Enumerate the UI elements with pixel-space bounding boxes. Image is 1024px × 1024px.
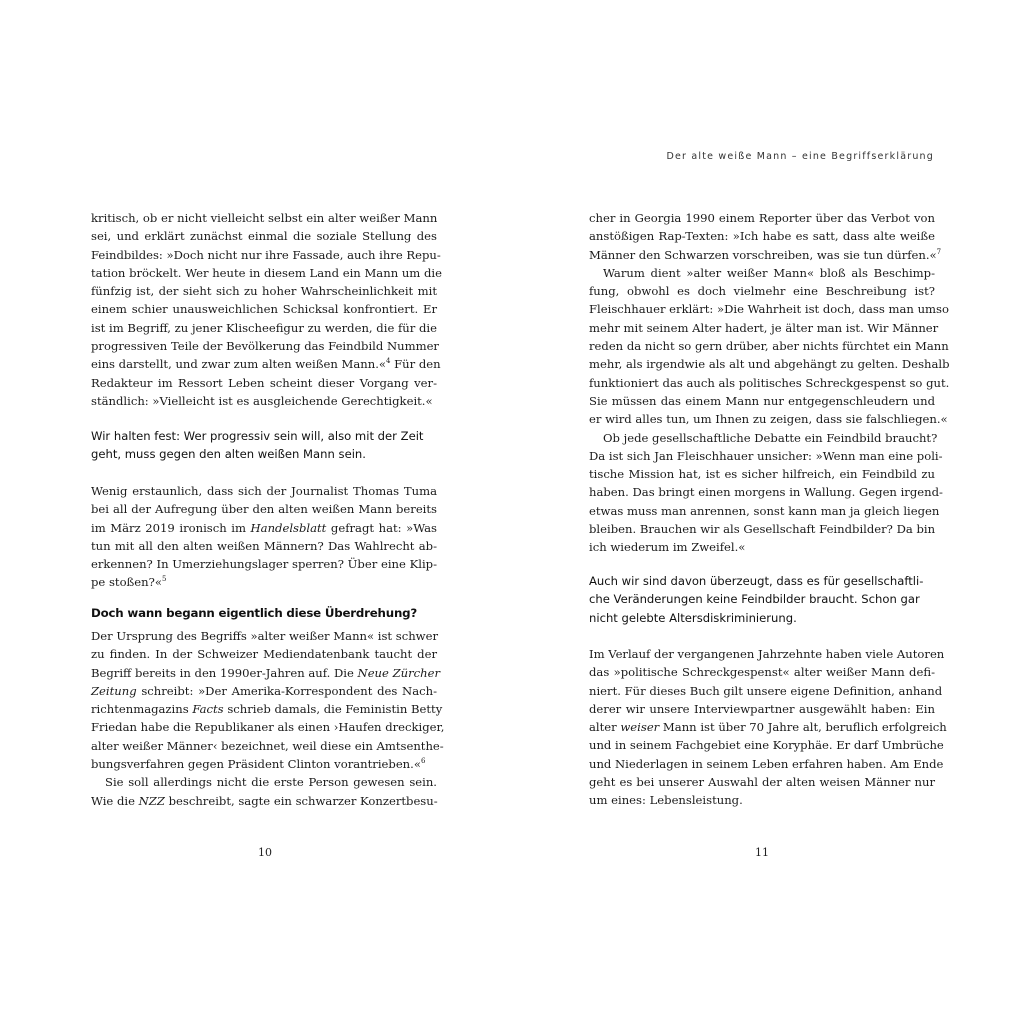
text-line: ist im Begriff, zu jener Klischeefigur zu werden, die für die (91, 320, 437, 335)
italic-title: Neue Zürcher (357, 665, 440, 680)
text-line (91, 355, 441, 373)
text-line: alter weißer Männer‹ bezeichnet, weil diese ein Amtsenthe- (91, 738, 444, 753)
section-subheading: Doch wann begann eigentlich diese Überdrehung? (91, 606, 418, 620)
text-segment: alter (589, 720, 621, 735)
text-line: einem schier unausweichlichen Schicksal konfrontiert. Er (91, 302, 437, 317)
left-paragraph-2 (91, 482, 437, 592)
text-segment: gefragt hat: »Was (326, 520, 437, 535)
left-paragraph-1 (91, 209, 442, 410)
text-line: progressiven Teile der Bevölkerung das Feindbild Nummer (91, 339, 439, 354)
text-line: Im Verlauf der vergangenen Jahrzehnte haben viele Autoren (589, 647, 945, 661)
right-page (512, 0, 1024, 1024)
text-segment: Wie die (91, 793, 139, 808)
italic-title: Facts (192, 702, 224, 717)
text-line: funktioniert das auch als politisches Schreckgespenst so gut. (589, 375, 950, 390)
page-number: 11 (755, 846, 769, 859)
text-line: Der Ursprung des Begriffs »alter weißer Mann« ist schwer (91, 629, 439, 643)
text-segment: richtenmagazins (91, 702, 193, 717)
text-line: Fleischhauer erklärt: »Die Wahrheit ist doch, dass man umso (589, 302, 949, 317)
text-line: Auch wir sind davon überzeugt, dass es für gesellschaftli- (589, 574, 924, 588)
text-line: ich wiederum im Zweifel.« (589, 540, 746, 555)
text-line: reden da nicht so gern drüber, aber nichts fürchtet ein Mann (589, 339, 949, 354)
text-segment: pe stoßen?« (91, 575, 162, 590)
text-line: fünfzig ist, der sieht sich zu hoher Wahrscheinlichkeit mit (91, 284, 437, 299)
text-line (91, 700, 443, 718)
text-segment: schreibt: »Der Amerika-Korrespondent des Nach- (136, 683, 437, 698)
text-line: anstößigen Rap-Texten: »Ich habe es satt, dass alte weiße (589, 229, 935, 244)
text-line (91, 792, 437, 810)
text-line: tation bröckelt. Wer heute in diesem Land ein Mann um die (91, 265, 442, 280)
footnote-marker: 4 (385, 357, 391, 366)
left-highlight-statement (91, 427, 441, 464)
italic-title: NZZ (138, 793, 165, 808)
text-segment: Für den (394, 357, 441, 372)
left-paragraph-3 (91, 627, 445, 810)
text-line: Friedan habe die Republikaner als einen ›Haufen dreckiger, (91, 720, 445, 735)
footnote-marker: 7 (936, 247, 942, 256)
text-line: erkennen? In Umerziehungslager sperren? Über eine Klip- (91, 557, 437, 572)
italic-title: Zeitung (91, 683, 137, 698)
text-line: Sie soll allerdings nicht die erste Person gewesen sein. (105, 775, 437, 790)
text-line: Da ist sich Jan Fleischhauer unsicher: »Wenn man eine poli- (589, 448, 943, 463)
text-line: und Niederlagen in seinem Leben erfahren haben. Am Ende (589, 756, 944, 771)
text-line: Feindbildes: »Doch nicht nur ihre Fassade, auch ihre Repu- (91, 247, 441, 262)
text-segment: Begriff bereits in den 1990er-Jahren auf. Die (91, 665, 358, 680)
text-line: zu finden. In der Schweizer Mediendatenbank taucht der (91, 647, 437, 662)
text-line (91, 573, 437, 591)
text-line: Sie müssen das einem Mann nur entgegenschleudern und (589, 393, 935, 408)
text-line: geht es bei unserer Auswahl der alten weisen Männer nur (589, 775, 935, 790)
text-line: tische Mission hat, ist es sicher hilfreich, ein Feindbild zu (589, 467, 935, 482)
text-line: bei all der Aufregung über den alten weißen Mann bereits (91, 502, 437, 517)
text-line: mehr, als irgendwie als alt und abgehängt zu gelten. Deshalb (589, 357, 950, 372)
italic-word: weiser (620, 720, 660, 735)
text-line: cher in Georgia 1990 einem Reporter über das Verbot von (589, 211, 935, 225)
text-line: Wir halten fest: Wer progressiv sein will, also mit der Zeit (91, 429, 424, 443)
text-line: Redakteur im Ressort Leben scheint dieser Vorgang ver- (91, 375, 437, 390)
text-line: Wenig erstaunlich, dass sich der Journalist Thomas Tuma (91, 484, 437, 498)
text-segment: bungsverfahren gegen Präsident Clinton vorantrieben.« (91, 757, 421, 772)
text-line: derer wir unsere Interviewpartner ausgewählt haben: Ein (589, 701, 935, 716)
right-highlight-statement (589, 572, 939, 627)
text-line: um eines: Lebensleistung. (589, 793, 743, 808)
running-head: Der alte weiße Mann – eine Begriffserklärung (666, 151, 934, 162)
right-paragraph-1 (589, 209, 950, 557)
text-segment: Mann ist über 70 Jahre alt, beruflich erfolgreich (659, 720, 947, 735)
footnote-marker: 5 (161, 575, 167, 584)
text-line: nicht gelebte Altersdiskriminierung. (589, 610, 797, 625)
text-line: und in seinem Fachgebiet eine Koryphäe. Er darf Umbrüche (589, 738, 944, 753)
text-line: bleiben. Brauchen wir als Gesellschaft Feindbilder? Da bin (589, 522, 936, 537)
text-line: er wird alles tun, um Ihnen zu zeigen, dass sie falschliegen.« (589, 412, 948, 427)
text-line: mehr mit seinem Alter hadert, je älter man ist. Wir Männer (589, 320, 939, 335)
text-line (91, 755, 437, 773)
text-line (91, 519, 437, 537)
text-segment: im März 2019 ironisch im (91, 520, 251, 535)
text-line: niert. Für dieses Buch gilt unsere eigene Definition, anhand (589, 683, 943, 698)
text-line (589, 718, 947, 736)
right-paragraph-4 (589, 645, 947, 810)
text-segment: schrieb damals, die Feministin Betty (223, 702, 443, 717)
page-number: 10 (258, 846, 272, 859)
text-segment: Männer den Schwarzen vorschreiben, was sie tun dürfen.« (589, 247, 937, 262)
text-segment: eins darstellt, und zwar zum alten weißen Mann.« (91, 357, 386, 372)
text-line (589, 246, 942, 264)
text-line: das »politische Schreckgespenst« alter weißer Mann defi- (589, 665, 935, 680)
text-line: geht, muss gegen den alten weißen Mann sein. (91, 447, 366, 462)
text-line: fung, obwohl es doch vielmehr eine Beschreibung ist? (589, 284, 935, 299)
text-line: kritisch, ob er nicht vielleicht selbst ein alter weißer Mann (91, 211, 438, 225)
text-line: Ob jede gesellschaftliche Debatte ein Feindbild braucht? (603, 430, 938, 445)
text-line: haben. Das bringt einen morgens in Wallung. Gegen irgend- (589, 485, 943, 500)
text-line: etwas muss man anrennen, sonst kann man ja gleich liegen (589, 503, 940, 518)
footnote-marker: 6 (420, 757, 426, 766)
text-line: sei, und erklärt zunächst einmal die soziale Stellung des (91, 229, 437, 244)
text-line (91, 664, 440, 682)
text-line: tun mit all den alten weißen Männern? Das Wahlrecht ab- (91, 538, 437, 553)
text-segment: beschreibt, sagte ein schwarzer Konzertbesu- (164, 793, 438, 808)
italic-title: Handelsblatt (250, 520, 327, 535)
text-line: Warum dient »alter weißer Mann« bloß als Beschimp- (603, 265, 935, 280)
text-line (91, 682, 437, 700)
text-line: che Veränderungen keine Feindbilder braucht. Schon gar (589, 592, 920, 607)
text-line: ständlich: »Vielleicht ist es ausgleichende Gerechtigkeit.« (91, 393, 433, 408)
